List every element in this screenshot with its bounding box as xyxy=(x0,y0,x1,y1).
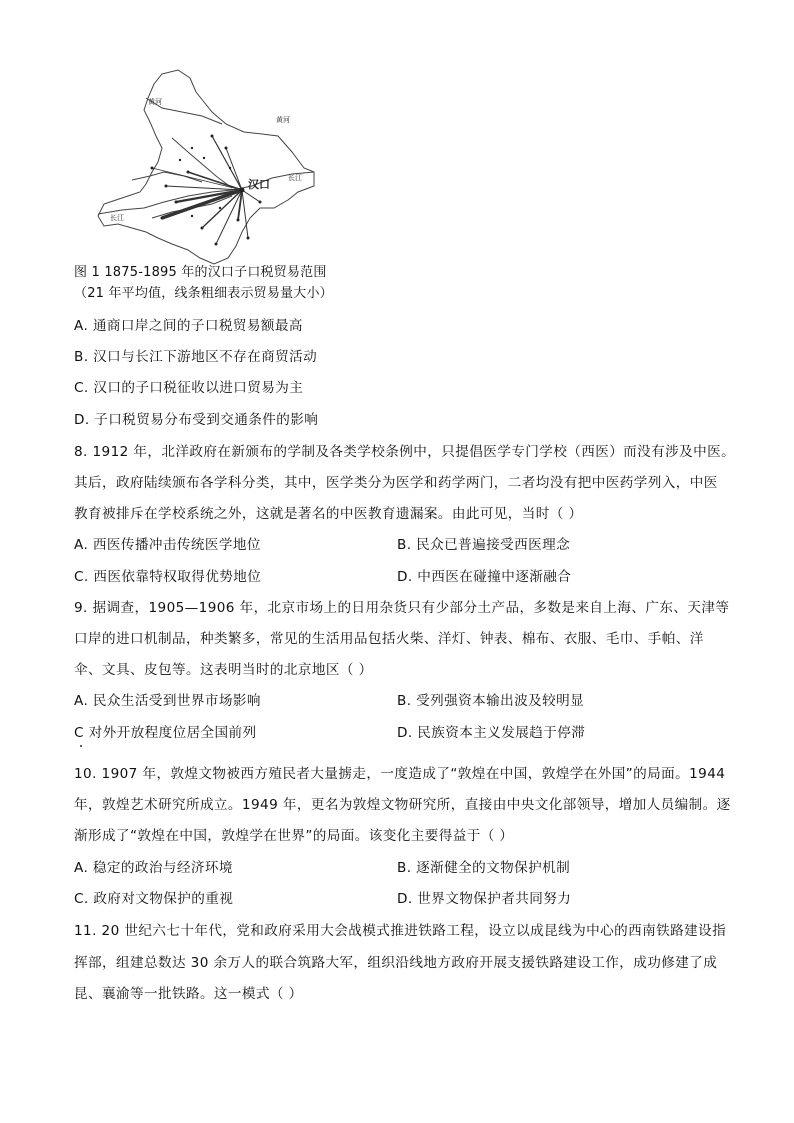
map-label-changjiang: 长江 xyxy=(288,174,302,182)
q10-stem: 10. 1907 年，敦煌文物被西方殖民者大量掳走，一度造成了“敦煌在中国，敦煌学在外国”的局面。1944 xyxy=(74,766,726,782)
map-label-huanghe: 黄河 xyxy=(148,98,162,106)
q10-stem: 渐形成了“敦煌在中国，敦煌学在世界”的局面。该变化主要得益于（ ） xyxy=(74,828,514,844)
map-label-changjiang: 长江 xyxy=(110,214,124,222)
q10-option-a: A. 稳定的政治与经济环境 xyxy=(74,860,233,876)
q7-option-c: C. 汉口的子口税征收以进口贸易为主 xyxy=(74,380,304,396)
q7-option-d: D. 子口税贸易分布受到交通条件的影响 xyxy=(74,412,319,428)
q10-option-c: C. 政府对文物保护的重视 xyxy=(74,891,234,907)
q10-option-b: B. 逐渐健全的文物保护机制 xyxy=(397,860,571,876)
q8-option-d: D. 中西医在碰撞中逐渐融合 xyxy=(397,569,572,585)
q8-stem: 其后，政府陆续颁布各学科分类，其中，医学类分为医学和药学两门，二者均没有把中医药学列入，中医 xyxy=(74,475,718,491)
city-markers xyxy=(151,135,262,246)
map-label-hankou: 汉口 xyxy=(248,178,270,191)
figure-caption: 图 1 1875-1895 年的汉口子口税贸易范围 xyxy=(74,265,327,280)
q10-stem: 年，敦煌艺术研究所成立。1949 年，更名为敦煌文物研究所，直接由中央文化部领导，增加人员编制。逐 xyxy=(74,797,731,813)
q8-option-c: C. 西医依靠特权取得优势地位 xyxy=(74,569,262,585)
q11-stem: 11. 20 世纪六七十年代，党和政府采用大会战模式推进铁路工程，设立以成昆线为中心的西南铁路建设指 xyxy=(74,923,727,939)
q7-option-a: A. 通商口岸之间的子口税贸易额最高 xyxy=(74,318,303,334)
q11-stem: 挥部，组建总数达 30 余万人的联合筑路大军，组织沿线地方政府开展支援铁路建设工作，成功修建了成 xyxy=(74,955,718,971)
q9-option-c: C 对外开放程度位居全国前列 xyxy=(74,725,257,741)
q8-option-b: B. 民众已普遍接受西医理念 xyxy=(397,537,571,553)
q9-option-d: D. 民族资本主义发展趋于停滞 xyxy=(397,725,586,741)
stray-mark xyxy=(80,745,82,747)
q9-option-a: A. 民众生活受到世界市场影响 xyxy=(74,693,261,709)
q8-option-a: A. 西医传播冲击传统医学地位 xyxy=(74,537,261,553)
q11-stem: 昆、襄渝等一批铁路。这一模式（ ） xyxy=(74,986,303,1002)
q9-stem: 口岸的进口机制品，种类繁多，常见的生活用品包括火柴、洋灯、钟表、棉布、衣服、毛巾、手帕、洋 xyxy=(74,631,704,647)
q7-option-b: B. 汉口与长江下游地区不存在商贸活动 xyxy=(74,349,318,365)
map-label-huanghe: 黄河 xyxy=(276,116,290,124)
trade-range-map xyxy=(92,68,324,268)
q10-option-d: D. 世界文物保护者共同努力 xyxy=(397,891,572,907)
q8-stem: 8. 1912 年，北洋政府在新颁布的学制及各类学校条例中，只提倡医学专门学校（西医）而没有涉及中医。 xyxy=(74,444,736,460)
q9-stem: 9. 据调查，1905—1906 年，北京市场上的日用杂货只有少部分土产品，多数是来自上海、广东、天津等 xyxy=(74,600,730,616)
q9-stem: 伞、文具、皮包等。这表明当时的北京地区（ ） xyxy=(74,662,373,678)
figure-caption-note: （21 年平均值，线条粗细表示贸易量大小） xyxy=(74,286,333,301)
q8-stem: 教育被排斥在学校系统之外，这就是著名的中医教育遗漏案。由此可见，当时（ ） xyxy=(74,506,583,522)
q9-option-b: B. 受列强资本输出波及较明显 xyxy=(397,693,585,709)
